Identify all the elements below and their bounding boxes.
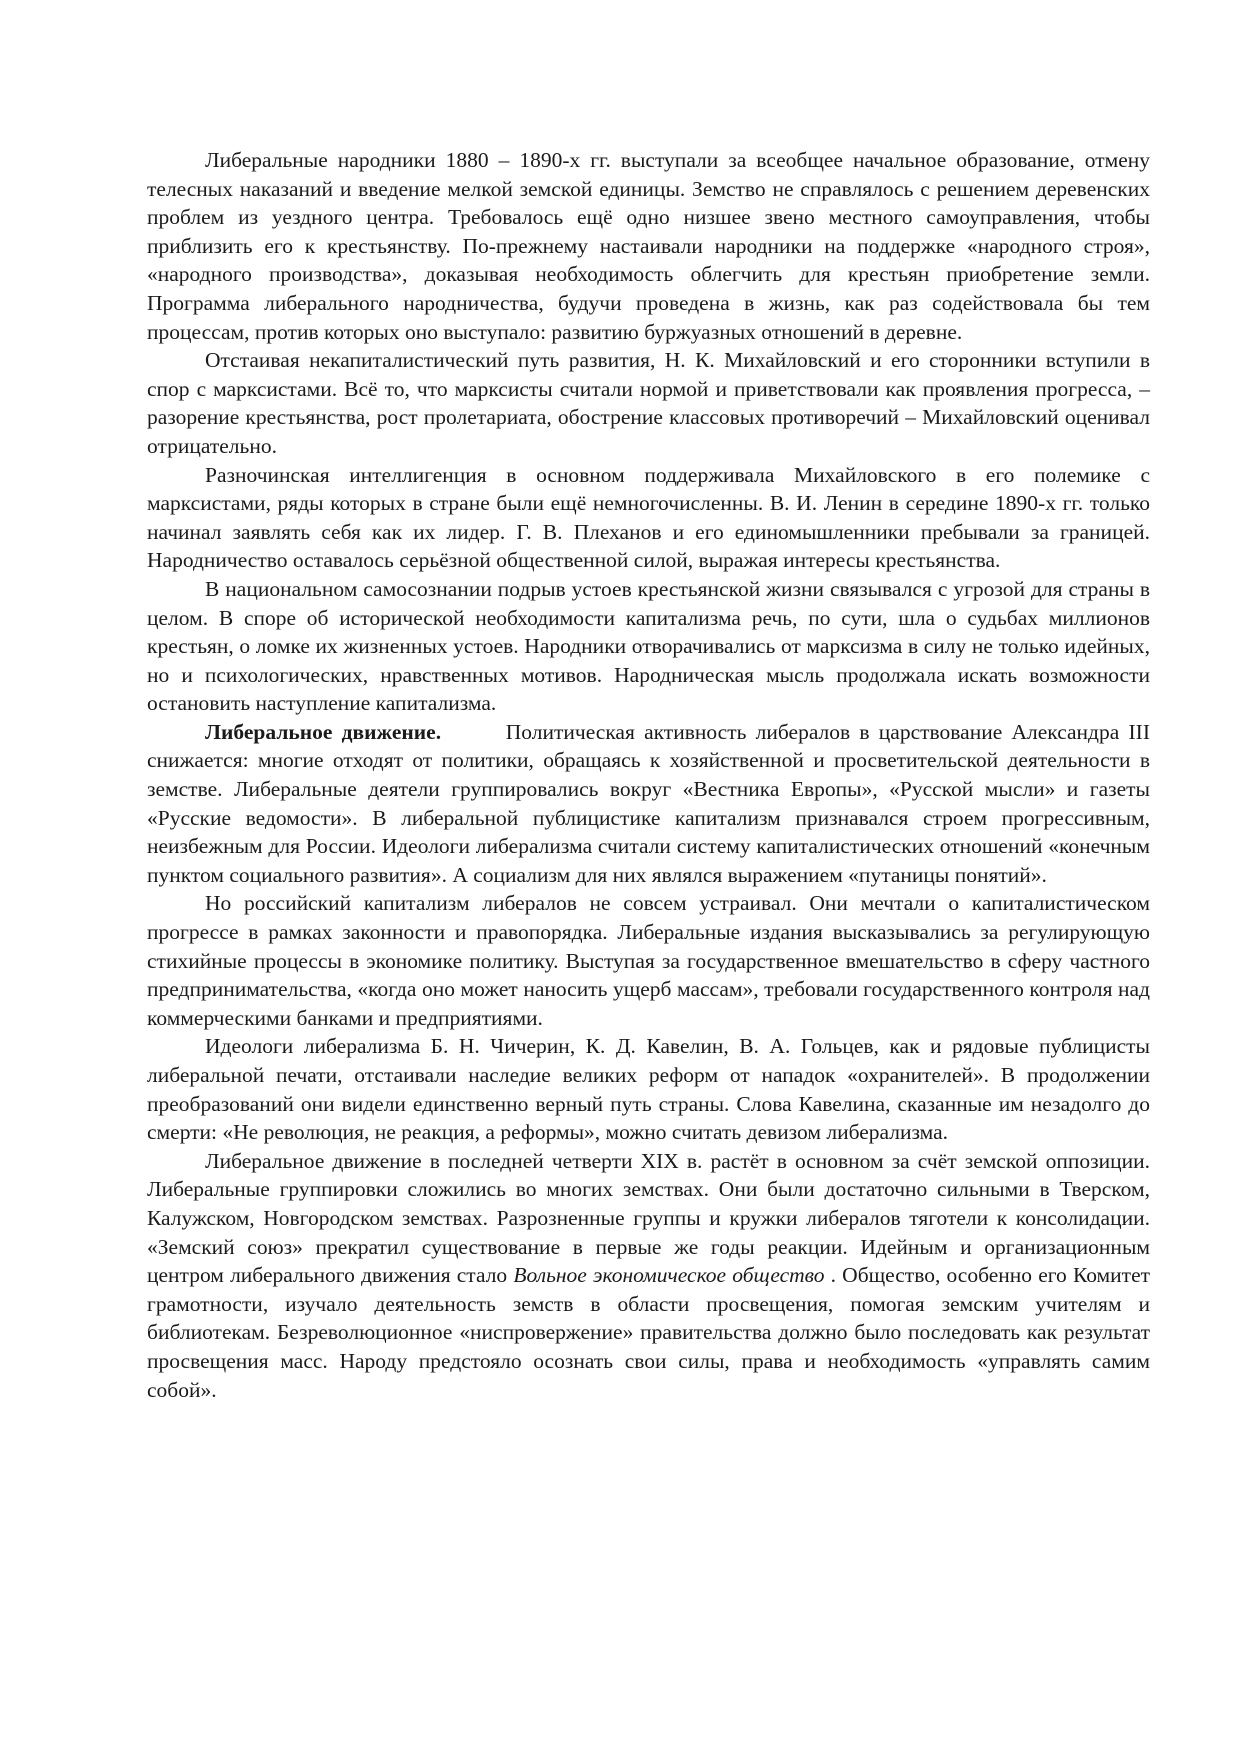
liberal-movement-text: Политическая активность либералов в царствование Александра III снижается: многие отходят от политики, обращаясь к хозяйственной и просветительской деятельности в земстве. Либеральные деятели группировались вокруг «Вестника Европы», «Русской мысли» и газеты «Русские ведомости». В либеральной публицистике капитализм признавался строем прогрессивным, неизбежным для России. Идеологи либерализма считали систему капиталистических отношений «конечным пунктом социального развития». А социализм для них являлся выражением «путаницы понятий». [147,719,1151,887]
paragraph-national-consciousness: В национальном самосознании подрыв устоев крестьянской жизни связывался с угрозой для страны в целом. В споре об исторической необходимости капитализма речь, по сути, шла о судьбах миллионов крестьян, о ломке их жизненных устоев. Народники отворачивались от марксизма в силу не только идейных, но и психологических, нравственных мотивов. Народническая мысль продолжала искать возможности остановить наступление капитализма. [147,576,1150,716]
paragraph-liberal-ideologists: Идеологи либерализма Б. Н. Чичерин, К. Д. Кавелин, В. А. Гольцев, как и рядовые публицисты либеральной печати, отстаивали наследие великих реформ от нападок «охранителей». В продолжении преобразований они видели единственно верный путь страны. Слова Кавелина, сказанные им незадолго до смерти: «Не революция, не реакция, а реформы», можно считать девизом либерализма. [147,1034,1150,1145]
paragraph-mikhailovsky: Отстаивая некапиталистический путь развития, Н. К. Михайловский и его сторонники вступили в спор с марксистами. Всё то, что марксисты считали нормой и приветствовали как проявления прогресса, – разорение крестьянства, рост пролетариата, обострение классовых противоречий – Михайловский оценивал отрицательно. [147,348,1150,458]
free-economic-society-term: Вольное экономическое общество [513,1263,825,1288]
document-page [147,146,1150,1404]
paragraph-intelligentsia: Разночинская интеллигенция в основном поддерживала Михайловского в его полемике с марксистами, ряды которых в стране были ещё немногочисленны. В. И. Ленин в середине 1890-х гг. только начинал заявлять себя как их лидер. Г. В. Плеханов и его единомышленники пребывали за границей. Народничество оставалось серьёзной общественной силой, выражая интересы крестьянства. [147,462,1150,573]
paragraph-zemstvo-opposition [147,1147,1150,1404]
section-heading-liberal-movement: Либеральное движение. [205,719,442,744]
zemstvo-text-after: . Общество, особенно его Комитет грамотности, изучало деятельность земств в области просвещения, помогая земским учителям и библиотекам. Безреволюционное «ниспровержение» правительства должно было последовать как результат просвещения масс. Народу предстояло осознать свои силы, права и необходимость «управлять самим собой». [147,1263,1151,1402]
zemstvo-text-before: Либеральное движение в последней четверти XIX в. растёт в основном за счёт земской оппозиции. Либеральные группировки сложились во многих земствах. Они были достаточно сильными в Тверском, Калужском, Новгородском земствах. Разрозненные группы и кружки либералов тяготели к консолидации. «Земский союз» прекратил существование в первые же годы реакции. Идейным и организационным центром либерального движения стало [147,1148,1150,1288]
paragraph-liberal-movement [147,718,1150,890]
paragraph-liberal-narodniks: Либеральные народники 1880 – 1890-х гг. выступали за всеобщее начальное образование, отмену телесных наказаний и введение мелкой земской единицы. Земство не справлялось с решением деревенских проблем из уездного центра. Требовалось ещё одно низшее звено местного самоуправления, чтобы приблизить его к крестьянству. По-прежнему настаивали народники на поддержке «народного строя», «народного производства», доказывая необходимость облегчить для крестьян приобретение земли. Программа либерального народничества, будучи проведена в жизнь, как раз содействовала бы тем процессам, против которых оно выступало: развитию буржуазных отношений в деревне. [147,148,1150,344]
paragraph-russian-capitalism: Но российский капитализм либералов не совсем устраивал. Они мечтали о капиталистическом прогрессе в рамках законности и правопорядка. Либеральные издания высказывались за регулирующую стихийные процессы в экономике политику. Выступая за государственное вмешательство в сферу частного предпринимательства, «когда оно может наносить ущерб массам», требовали государственного контроля над коммерческими банками и предприятиями. [147,891,1150,1030]
